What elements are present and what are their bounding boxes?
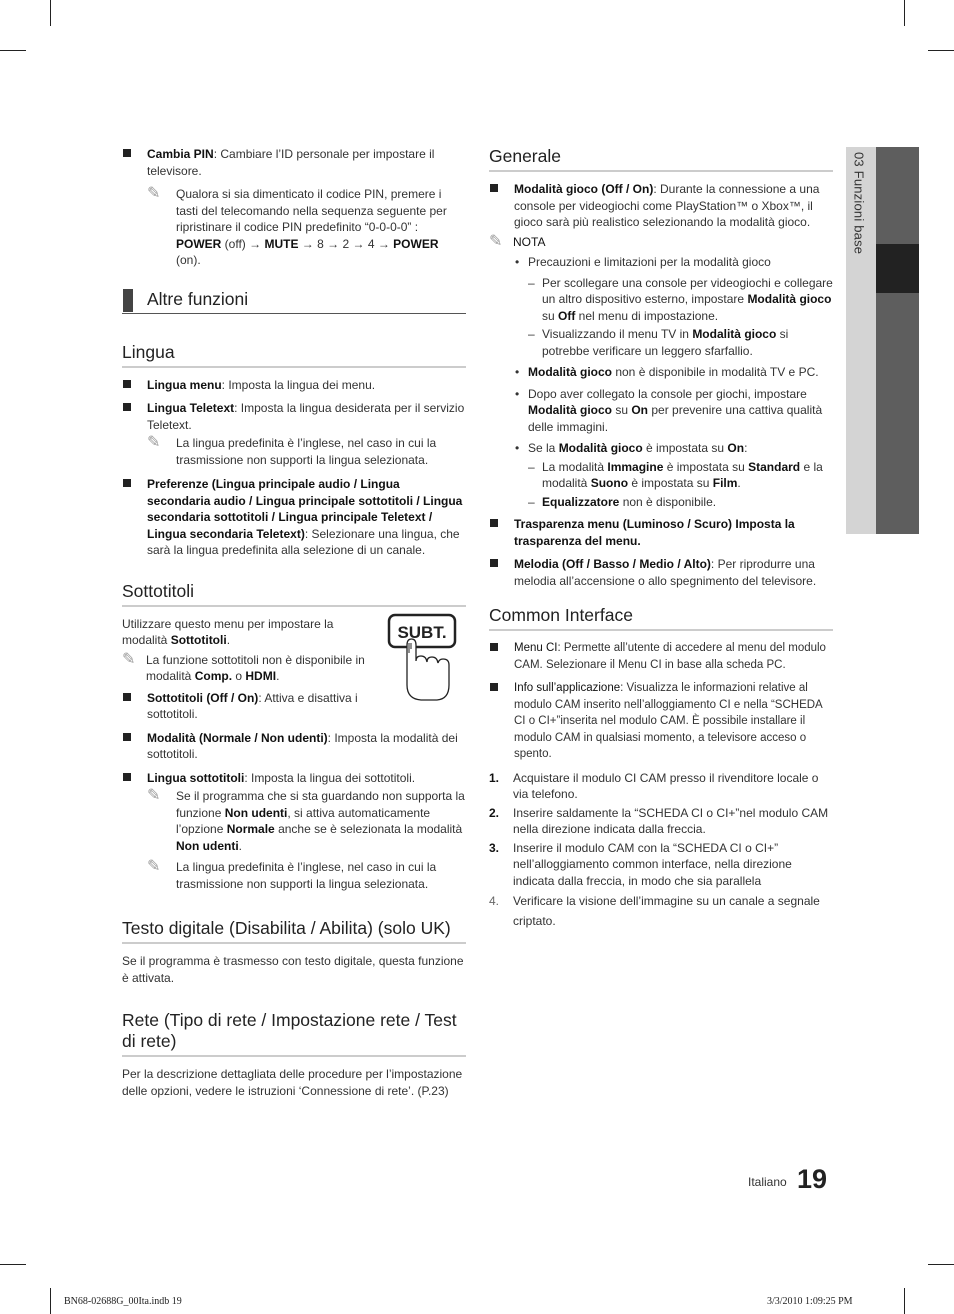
nota-bullet: • Dopo aver collegato la console per giochi, impostare Modalità gioco su On per prevenire una cattiva qualità delle immagini. [515,386,823,434]
ci-step: 1. Acquistare il modulo CI CAM presso il rivenditore locale o via telefono. [489,770,819,801]
trasparenza-menu-item: Trasparenza menu (Luminoso / Scuro) Imposta la trasparenza del menu. [489,516,833,549]
chapter-tab-marker [876,244,919,293]
section-title-lingua: Lingua [122,342,466,368]
rete-text: Per la descrizione dettagliata delle procedure per l’impostazione delle opzioni, vedere le istruzioni ‘Connessione di rete’. (P.23) [122,1067,463,1098]
nota-header: ✎ NOTA [489,232,546,250]
nota-bullet: • Precauzioni e limitazioni per la modalità gioco [515,255,771,269]
sottotitoli-intro: Utilizzare questo menu per impostare la modalità Sottotitoli. [122,616,334,647]
modalita-gioco-item: Modalità gioco (Off / On): Durante la connessione a una console per videogiochi come PlayStation™ o Xbox™, il gioco sarà più realistico selezionando la modalità gioco. [489,181,833,231]
square-bullet-icon [490,519,498,527]
square-bullet-icon [490,559,498,567]
crop-mark [0,50,26,51]
lingua-teletext-item: Lingua Teletext: Imposta la lingua desiderata per il servizio Teletext. [122,400,466,433]
crop-mark [928,50,954,51]
ci-step: 3. Inserire il modulo CAM con la “SCHEDA CI o CI+” nell’alloggiamento common interface, nella direzione indicata dalla freccia, in modo che sia parallela [489,840,792,888]
section-title-testo-digitale: Testo digitale (Disabilita / Abilita) (solo UK) [122,918,466,944]
footer-language: Italiano [748,1175,787,1189]
pin-item: Cambia PIN: Cambiare l’ID personale per impostare il televisore. [122,146,466,179]
info-applicazione-item: Info sull’applicazione: Visualizza le informazioni relative al modulo CAM inserito nell’alloggiamento CI e nella “SCHEDA CI o CI+”inserita nel modulo CAM. È possibile installare il modulo CAM in qualsiasi momento, a televisore acceso o spento. [489,680,833,763]
nota-bullet: • Modalità gioco non è disponibile in modalità TV e PC. [515,365,819,379]
sottotitoli-modalita-item: Modalità (Normale / Non udenti): Imposta la modalità dei sottotitoli. [122,730,466,763]
crop-mark [0,1264,26,1265]
crop-mark [904,0,905,26]
melodia-item: Melodia (Off / Basso / Medio / Alto): Per riprodurre una melodia all’accensione o allo spegnimento del televisore. [489,556,833,589]
pencil-note-icon: ✎ [147,787,161,804]
section-title-rete: Rete (Tipo di rete / Impostazione rete / Test di rete) [122,1010,466,1057]
crop-mark [904,1288,905,1314]
imprint-date: 3/3/2010 1:09:25 PM [767,1296,853,1307]
imprint-file: BN68-02688G_00Ita.indb 19 [64,1296,182,1307]
square-bullet-icon [123,403,131,411]
nota-dash: – Per scollegare una console per videogiochi e collegare un altro dispositivo esterno, impostare Modalità gioco su Off nel menu di impostazione. [528,275,833,323]
menu-ci-item: Menu CI: Permette all’utente di accedere al menu del modulo CAM. Selezionare il Menu CI in base alla scheda PC. [489,640,833,673]
crop-mark [928,1264,954,1265]
sottotitoli-note: ✎ La funzione sottotitoli non è disponibile in modalità Comp. o HDMI. [122,650,365,683]
square-bullet-icon [123,733,131,741]
nota-dash: – Visualizzando il menu TV in Modalità gioco si potrebbe verificare un leggero sfarfallio. [528,327,789,358]
section-title-common-interface: Common Interface [489,605,833,631]
square-bullet-icon [123,773,131,781]
square-bullet-icon [123,693,131,701]
square-bullet-icon [490,683,498,691]
pencil-note-icon: ✎ [147,858,161,875]
pencil-note-icon: ✎ [147,434,161,451]
section-title-altre-funzioni: Altre funzioni [122,289,466,314]
pencil-note-icon: ✎ [147,185,161,202]
section-title-sottotitoli: Sottotitoli [122,581,466,607]
sottotitoli-lingua-item: Lingua sottotitoli: Imposta la lingua dei sottotitoli. [122,770,466,787]
page-number: 19 [797,1164,828,1194]
section-title-generale: Generale [489,146,833,172]
chapter-label: 03 Funzioni base [851,152,867,255]
testo-digitale-text: Se il programma è trasmesso con testo digitale, questa funzione è attivata. [122,954,464,985]
nota-bullet: • Se la Modalità gioco è impostata su On: [515,441,748,455]
lingua-teletext-note: ✎ La lingua predefinita è l’inglese, nel caso in cui la trasmissione non supporti la lingua selezionata. [147,434,437,467]
non-udenti-note: ✎ Se il programma che si sta guardando non supporta la funzione Non udenti, si attiva automaticamente l’opzione Normale anche se è selezionata la modalità Non udenti. [147,787,465,853]
lingua-predefinita-note: ✎ La lingua predefinita è l’inglese, nel caso in cui la trasmissione non supporti la lingua selezionata. [147,858,437,891]
lingua-menu-item: Lingua menu: Imposta la lingua dei menu. [122,377,466,394]
subt-remote-button-icon [387,613,459,703]
square-bullet-icon [490,184,498,192]
chapter-tab-dark [876,147,919,534]
ci-step: 4. Verificare la visione dell’immagine su un canale a segnale criptato. [489,894,820,928]
right-column [489,146,833,933]
square-bullet-icon [123,149,131,157]
nota-dash: – La modalità Immagine è impostata su Standard e la modalità Suono è impostata su Film. [528,459,823,490]
crop-mark [50,1288,51,1314]
nota-dash: – Equalizzatore non è disponibile. [528,494,717,509]
pencil-note-icon: ✎ [122,650,136,668]
square-bullet-icon [490,643,498,651]
pin-note: ✎ Qualora si sia dimenticato il codice PIN, premere i tasti del telecomando nella sequenza seguente per ripristinare il codice PIN predefinito “0-0-0-0” : POWER (off) → MUTE → 8 → 2 → 4 → POWER (on). [147,185,447,267]
pencil-note-icon: ✎ [489,232,503,250]
sottotitoli-onoff-item: Sottotitoli (Off / On): Attiva e disattiva i sottotitoli. [122,690,372,723]
ci-step: 2. Inserire saldamente la “SCHEDA CI o CI+”nel modulo CAM nella direzione indicata dalla freccia. [489,805,829,836]
square-bullet-icon [123,479,131,487]
crop-mark [50,0,51,26]
preferenze-item: Preferenze (Lingua principale audio / Lingua secondaria audio / Lingua principale sottotitoli / Lingua secondaria sottotitoli / Lingua principale Teletext / Lingua secondaria Teletext): Selezionare una lingua, che sarà la lingua predefinita alla selezione di un canale. [122,476,466,559]
square-bullet-icon [123,380,131,388]
left-column [122,146,466,1105]
subt-label: SUBT. [397,622,447,642]
